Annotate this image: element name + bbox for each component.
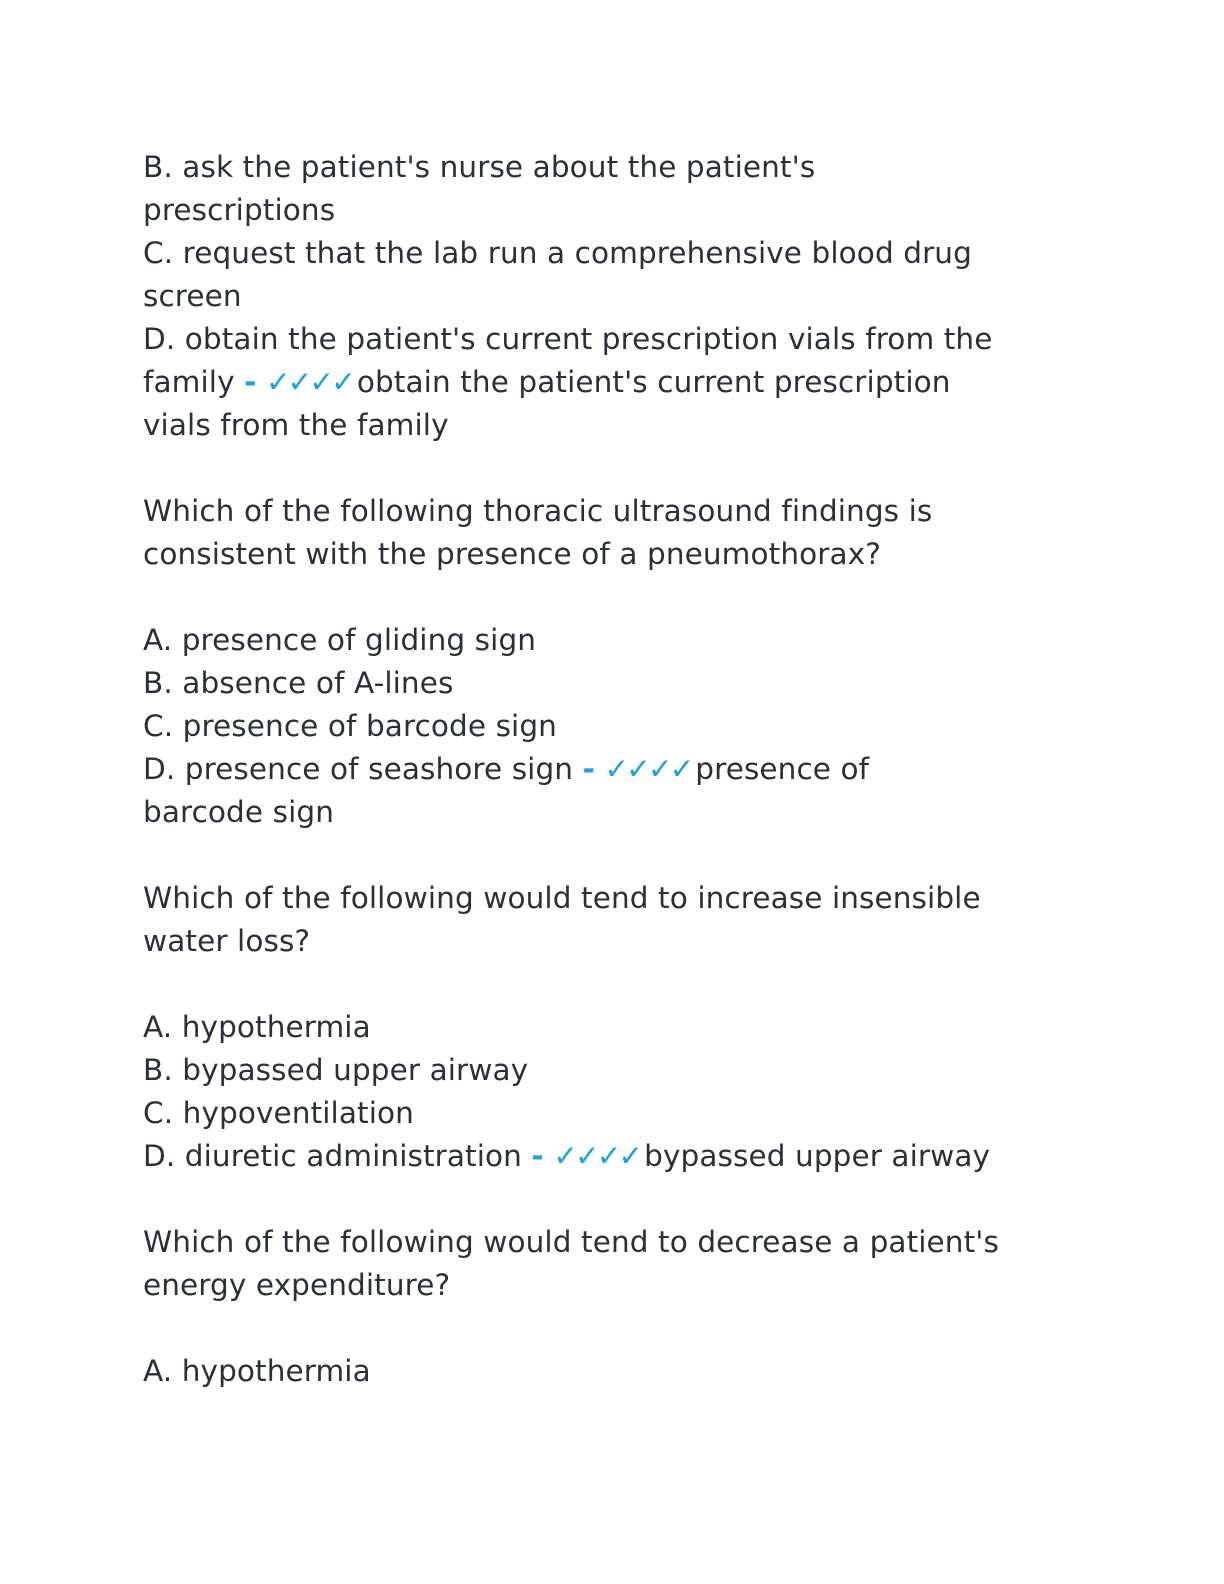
option-text: family	[143, 365, 235, 399]
option-line: A. hypothermia	[143, 1010, 371, 1044]
option-line: C. hypoventilation	[143, 1096, 414, 1130]
answer-continuation: barcode sign	[143, 795, 334, 829]
checkmarks-icon: ✓✓✓✓	[604, 752, 692, 786]
option-line: C. presence of barcode sign	[143, 709, 557, 743]
document-page	[143, 146, 1083, 1393]
question-text: consistent with the presence of a pneumothorax?	[143, 537, 881, 571]
answer-line	[143, 748, 1083, 791]
option-line: B. ask the patient's nurse about the patient's	[143, 150, 816, 184]
option-line: prescriptions	[143, 193, 336, 227]
answer-line	[143, 361, 1083, 404]
question-text: Which of the following would tend to decrease a patient's	[143, 1225, 999, 1259]
answer-dash: -	[244, 365, 257, 399]
answer-text: obtain the patient's current prescription	[356, 365, 951, 399]
answer-continuation: vials from the family	[143, 408, 449, 442]
answer-dash: -	[531, 1139, 544, 1173]
answer-dash: -	[582, 752, 595, 786]
option-line: D. obtain the patient's current prescription vials from the	[143, 322, 993, 356]
checkmarks-icon: ✓✓✓✓	[553, 1139, 641, 1173]
option-text: D. diuretic administration	[143, 1139, 522, 1173]
option-line: B. bypassed upper airway	[143, 1053, 529, 1087]
option-line: C. request that the lab run a comprehensive blood drug	[143, 236, 972, 270]
option-line: A. presence of gliding sign	[143, 623, 537, 657]
option-line: screen	[143, 279, 242, 313]
answer-line	[143, 1135, 1083, 1178]
question-text: Which of the following thoracic ultrasound findings is	[143, 494, 933, 528]
checkmarks-icon: ✓✓✓✓	[265, 365, 353, 399]
question-text: Which of the following would tend to increase insensible	[143, 881, 981, 915]
question-text: energy expenditure?	[143, 1268, 451, 1302]
option-line: B. absence of A-lines	[143, 666, 454, 700]
answer-text: presence of	[695, 752, 870, 786]
answer-text: bypassed upper airway	[644, 1139, 991, 1173]
option-line: A. hypothermia	[143, 1354, 371, 1388]
question-text: water loss?	[143, 924, 311, 958]
option-text: D. presence of seashore sign	[143, 752, 574, 786]
